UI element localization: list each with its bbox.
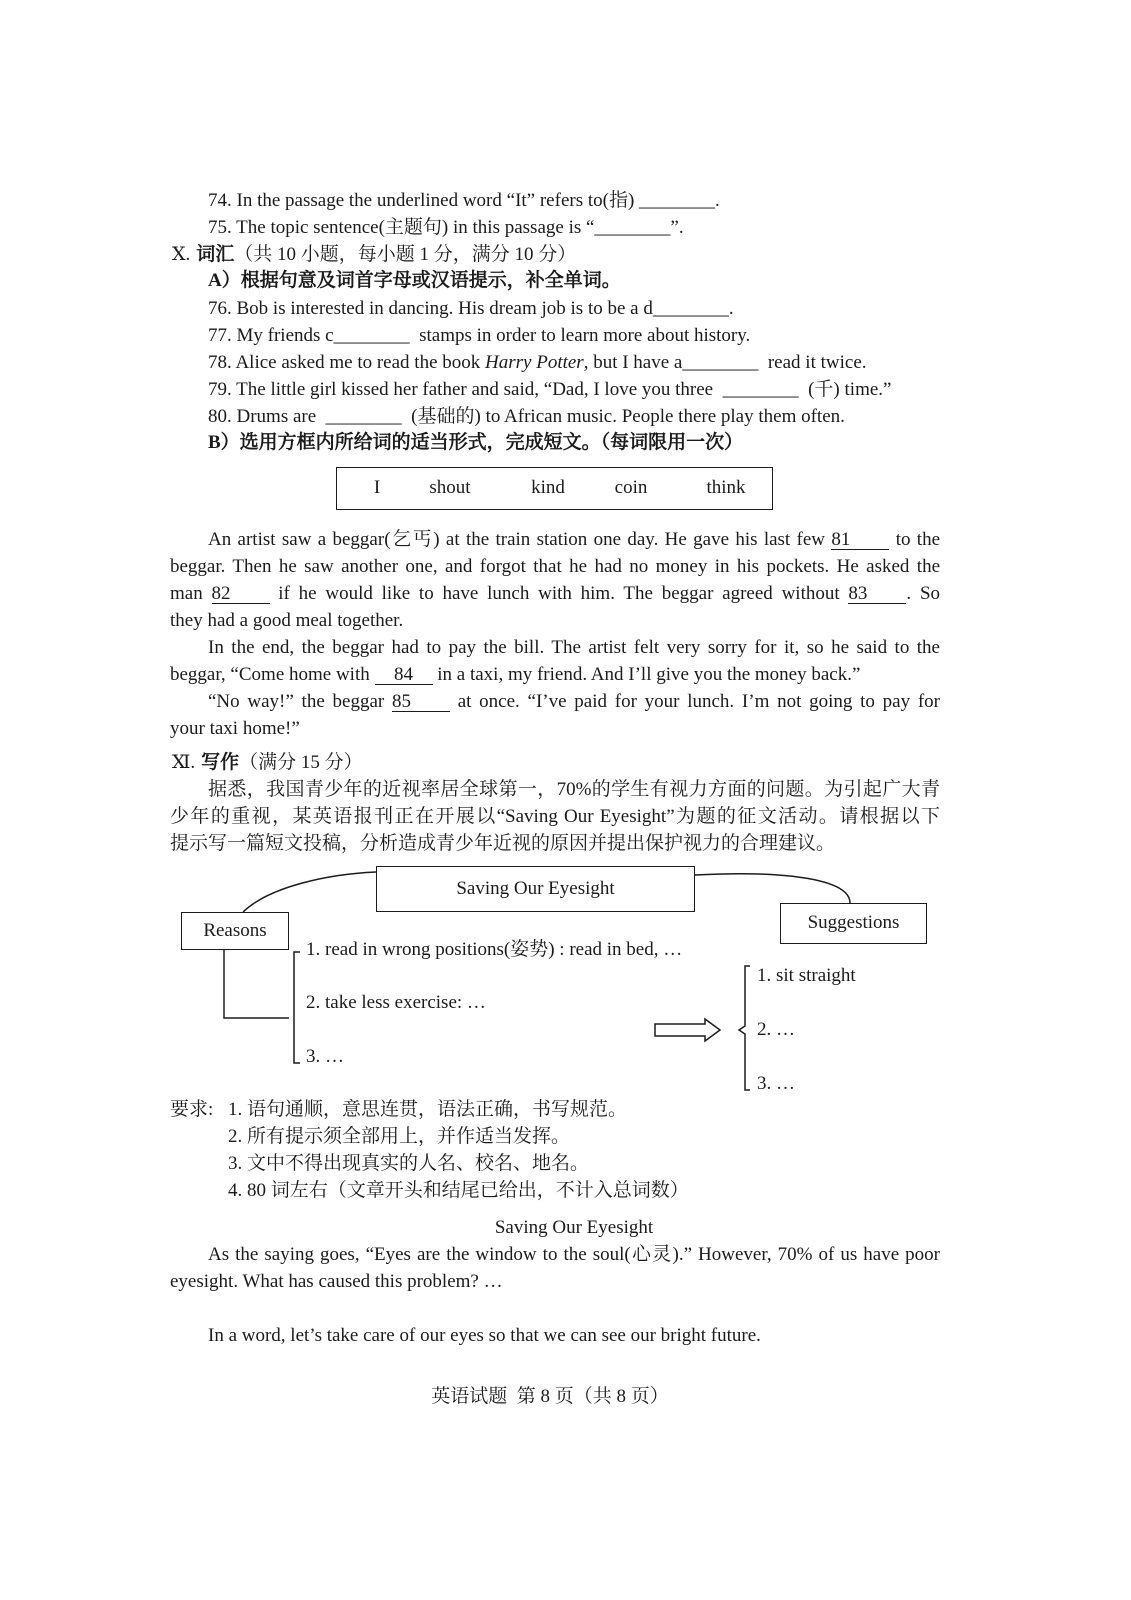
blank-82: 82 (212, 584, 270, 604)
passage-text: . So (906, 583, 941, 604)
essay-title: Saving Our Eyesight (494, 1217, 654, 1238)
word-box-item: coin (614, 477, 648, 498)
section-x-heading (172, 242, 576, 268)
word-box-item: shout (429, 477, 471, 498)
blank-81: 81 (831, 530, 889, 550)
diagram-reasons-box: Reasons (181, 912, 289, 950)
section-xi-heading (172, 750, 363, 776)
suggestions-connector-curve (695, 874, 850, 903)
question-76: 76. Bob is interested in dancing. His dream job is to be a d________. (208, 298, 734, 319)
passage-text: at once. “I’ve paid for your lunch. I’m not going to pay for (457, 691, 941, 712)
question-80: 80. Drums are ________ (基础的) to African music. People there play them often. (208, 406, 845, 427)
part-b-instruction: B）选用方框内所给词的适当形式，完成短文。（每词限用一次） (208, 432, 744, 453)
passage-p1-line-1 (208, 527, 940, 553)
requirements-label: 要求: (170, 1099, 214, 1120)
word-box-item: think (706, 477, 746, 498)
writing-prompt-line-3: 提示写一篇短文投稿，分析造成青少年近视的原因并提出保护视力的合理建议。 (170, 833, 836, 854)
question-75: 75. The topic sentence(主题句) in this passage is “________”. (208, 217, 684, 238)
hollow-arrow-icon (655, 1019, 720, 1041)
question-77: 77. My friends c________ stamps in order to learn more about history. (208, 325, 751, 346)
diagram-suggestions-box: Suggestions (780, 903, 927, 944)
word-box (336, 467, 773, 510)
blank-83: 83 (848, 584, 906, 604)
question-79: 79. The little girl kissed her father and said, “Dad, I love you three ________ (千) time.” (208, 379, 892, 400)
word-box-item: I (373, 477, 381, 498)
writing-prompt-line-1: 据悉，我国青少年的近视率居全球第一，70%的学生有视力方面的问题。为引起广大青 (208, 779, 940, 800)
essay-closing: In a word, let’s take care of our eyes so that we can see our bright future. (208, 1325, 761, 1346)
part-a-instruction: A）根据句意及词首字母或汉语提示，补全单词。 (208, 270, 621, 291)
question-78 (208, 350, 867, 376)
suggestion-item: 2. … (757, 1019, 795, 1040)
passage-text: to the (895, 529, 941, 550)
reason-item: 2. take less exercise: … (306, 992, 486, 1013)
essay-opening-line-1: As the saying goes, “Eyes are the window to the soul(心灵).” However, 70% of us have poor (208, 1244, 940, 1265)
section-x-numeral: Ⅹ. (172, 244, 191, 265)
passage-text: An artist saw a beggar(乞丐) at the train station one day. He gave his last few (208, 529, 826, 550)
requirement-item: 1. 语句通顺，意思连贯，语法正确，书写规范。 (228, 1099, 628, 1120)
question-78-book-title: Harry Potter (485, 352, 584, 373)
word-box-item: kind (531, 477, 565, 498)
section-xi-title: 写作 (201, 752, 240, 773)
question-78-text-before: 78. Alice asked me to read the book (208, 352, 486, 373)
requirement-item: 3. 文中不得出现真实的人名、校名、地名。 (228, 1153, 590, 1174)
suggestion-item: 1. sit straight (757, 965, 856, 986)
reason-item: 1. read in wrong positions(姿势) : read in bed, … (306, 939, 683, 960)
section-xi-score-note: （满分 15 分） (239, 752, 363, 773)
passage-text: beggar, “Come home with (170, 664, 370, 685)
blank-84: 84 (375, 665, 433, 685)
essay-opening-line-2: eyesight. What has caused this problem? … (170, 1271, 503, 1292)
question-74: 74. In the passage the underlined word “It” refers to(指) ________. (208, 190, 720, 211)
passage-p1-line-3 (170, 581, 940, 607)
passage-p2-line-2 (170, 662, 860, 688)
passage-p1-line-4: they had a good meal together. (170, 610, 404, 631)
section-xi-numeral: Ⅺ. (172, 752, 196, 773)
passage-text: man (170, 583, 203, 604)
reasons-bracket (294, 952, 300, 1063)
suggestions-brace (739, 966, 750, 1090)
writing-prompt-line-2: 少年的重视，某英语报刊正在开展以“Saving Our Eyesight”为题的征文活动。请根据以下 (170, 806, 940, 827)
reasons-connector-curve (243, 872, 376, 912)
passage-p1-line-2: beggar. Then he saw another one, and forgot that he had no money in his pockets. He asked the (170, 556, 940, 577)
suggestion-item: 3. … (757, 1073, 795, 1094)
section-x-title: 词汇 (196, 244, 235, 265)
passage-p3-line-1 (208, 689, 940, 715)
requirement-item: 2. 所有提示须全部用上，并作适当发挥。 (228, 1126, 571, 1147)
diagram-center-box: Saving Our Eyesight (376, 866, 695, 912)
passage-text: “No way!” the beggar (208, 691, 385, 712)
reason-item: 3. … (306, 1046, 344, 1067)
page-footer: 英语试题 第 8 页（共 8 页） (431, 1386, 669, 1407)
requirement-item: 4. 80 词左右（文章开头和结尾已给出，不计入总词数） (228, 1180, 689, 1201)
passage-p3-line-2: your taxi home!” (170, 718, 300, 739)
passage-text: if he would like to have lunch with him. The beggar agreed without (278, 583, 840, 604)
passage-p2-line-1: In the end, the beggar had to pay the bill. The artist felt very sorry for it, so he said to the (208, 637, 940, 658)
blank-85: 85 (392, 692, 450, 712)
reasons-elbow-line (224, 950, 289, 1018)
question-78-text-after: , but I have a________ read it twice. (583, 352, 867, 373)
section-x-score-note: （共 10 小题，每小题 1 分，满分 10 分） (234, 244, 577, 265)
passage-text: in a taxi, my friend. And I’ll give you the money back.” (437, 664, 861, 685)
